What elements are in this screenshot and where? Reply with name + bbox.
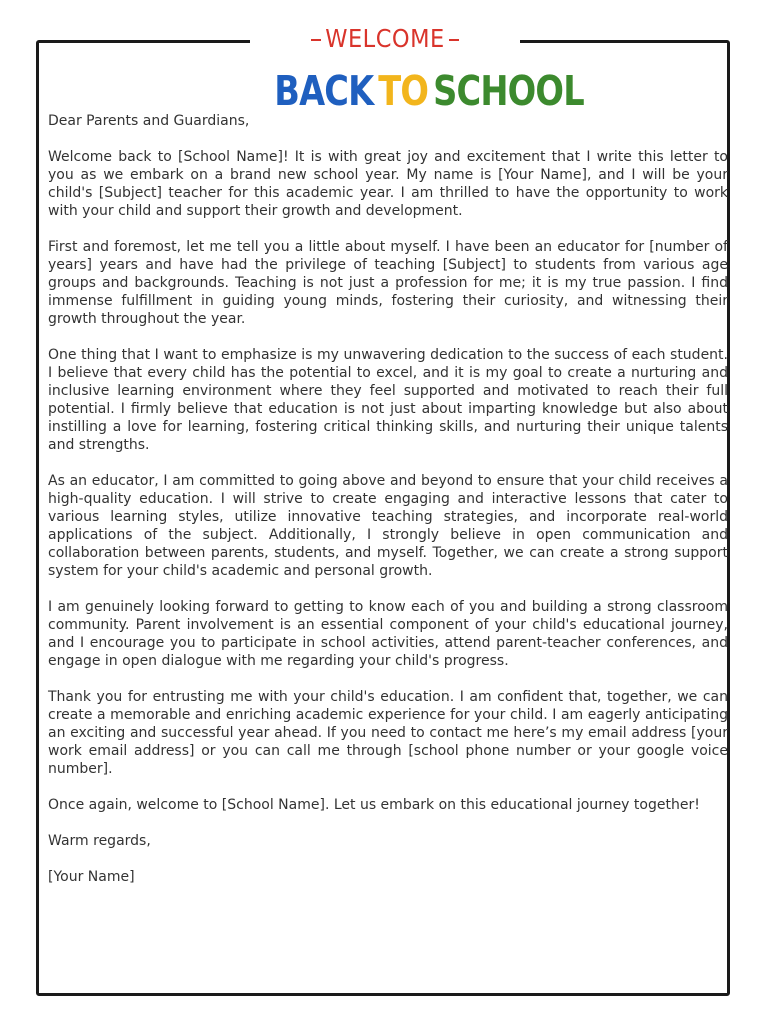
letter-paragraph: Welcome back to [School Name]! It is with great joy and excitement that I write this letter to you as we embark on a brand new school year. My name is [Your Name], and I will be your child's [Subject] teacher for this academic year. I am thrilled to have the opportunity to work with your child and support their growth and development.	[48, 149, 728, 219]
welcome-dash-right	[449, 39, 459, 41]
letter-paragraph: I am genuinely looking forward to getting to know each of you and building a strong classroom community. Parent involvement is an essential component of your child's educational journey, and I encourage you to participate in school activities, attend parent-teacher conferences, and engage in open dialogue with me regarding your child's progress.	[48, 599, 728, 669]
letter-paragraph: As an educator, I am committed to going above and beyond to ensure that your child receives a high-quality education. I will strive to create engaging and interactive lessons that cater to various learning styles, utilize innovative teaching strategies, and incorporate real-world applications of the subject. Additionally, I strongly believe in open communication and collaboration between parents, students, and myself. Together, we can create a strong support system for your child's academic and personal growth.	[48, 473, 728, 579]
back-word: BACK	[274, 67, 374, 115]
back-to-school-title	[274, 67, 584, 115]
letter-paragraph: Thank you for entrusting me with your child's education. I am confident that, together, we can create a memorable and enriching academic experience for your child. I am eagerly anticipating an exciting and successful year ahead. If you need to contact me here’s my email address [your work email address] or you can call me through [school phone number or your google voice number].	[48, 689, 728, 777]
welcome-text: WELCOME	[325, 24, 445, 53]
letter-paragraph: Once again, welcome to [School Name]. Let us embark on this educational journey together!	[48, 797, 700, 813]
welcome-header	[250, 16, 584, 115]
letter-signature: [Your Name]	[48, 869, 135, 885]
letter-salutation: Dear Parents and Guardians,	[48, 113, 250, 129]
welcome-dash-left	[311, 39, 321, 41]
letter-paragraph: First and foremost, let me tell you a little about myself. I have been an educator for [number of years] years and have had the privilege of teaching [Subject] to students from various age groups and backgrounds. Teaching is not just a profession for me; it is my true passion. I find immense fulfillment in guiding young minds, fostering their curiosity, and witnessing their growth throughout the year.	[48, 239, 728, 327]
letter-paragraph: One thing that I want to emphasize is my unwavering dedication to the success of each student. I believe that every child has the potential to excel, and it is my goal to create a nurturing and inclusive learning environment where they feel supported and motivated to reach their full potential. I firmly believe that education is not just about imparting knowledge but also about instilling a love for learning, fostering critical thinking skills, and nurturing their unique talents and strengths.	[48, 347, 728, 453]
letter-body	[48, 112, 728, 904]
school-word: SCHOOL	[433, 67, 584, 115]
to-word: TO	[378, 67, 429, 115]
welcome-title	[250, 24, 520, 54]
letter-closing: Warm regards,	[48, 833, 151, 849]
